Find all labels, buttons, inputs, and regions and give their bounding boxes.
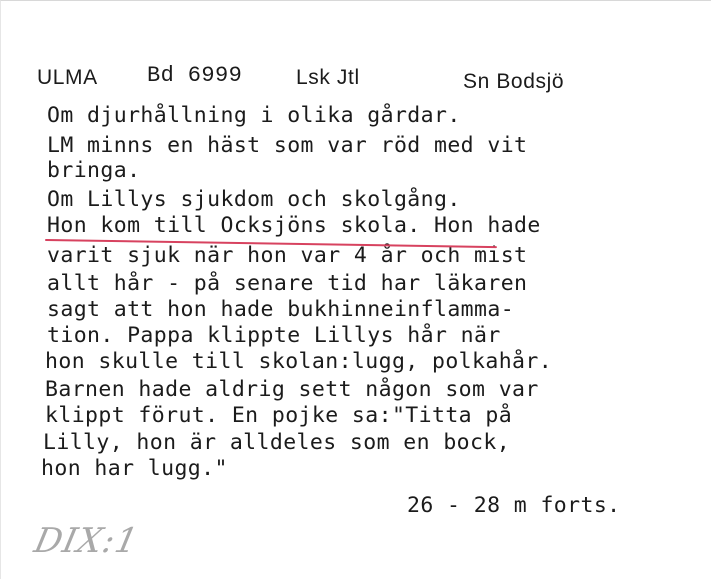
- county-code: Lsk Jtl: [296, 66, 360, 89]
- text-line: hon skulle till skolan:lugg, polkahår.: [45, 349, 553, 374]
- text-line: sagt att hon hade bukhinneinflamma-: [47, 297, 515, 322]
- pencil-mark: DIX:1: [30, 521, 143, 561]
- text-line: Barnen hade aldrig sett någon som var: [45, 377, 539, 402]
- archive-code: ULMA: [37, 66, 98, 89]
- text-line: Om djurhållning i olika gårdar.: [47, 103, 461, 128]
- text-line: LM minns en häst som var röd med vit: [47, 133, 528, 158]
- page-reference: 26 - 28 m forts.: [407, 493, 621, 518]
- text-line: klippt förut. En pojke sa:"Titta på: [45, 403, 513, 428]
- text-line: Hon kom till Ocksjöns skola. Hon hade: [47, 213, 541, 238]
- text-line: Lilly, hon är alldeles som en bock,: [43, 430, 511, 455]
- text-line: allt hår - på senare tid har läkaren: [47, 271, 528, 296]
- text-line: bringa.: [47, 158, 141, 183]
- text-line: hon har lugg.": [41, 456, 228, 481]
- text-line: tion. Pappa klippte Lillys hår när: [47, 323, 501, 348]
- text-line: Om Lillys sjukdom och skolgång.: [47, 187, 461, 212]
- parish-name: Sn Bodsjö: [463, 70, 565, 93]
- volume-number: Bd 6999: [147, 63, 243, 88]
- text-line: varit sjuk när hon var 4 år och mist: [47, 243, 528, 268]
